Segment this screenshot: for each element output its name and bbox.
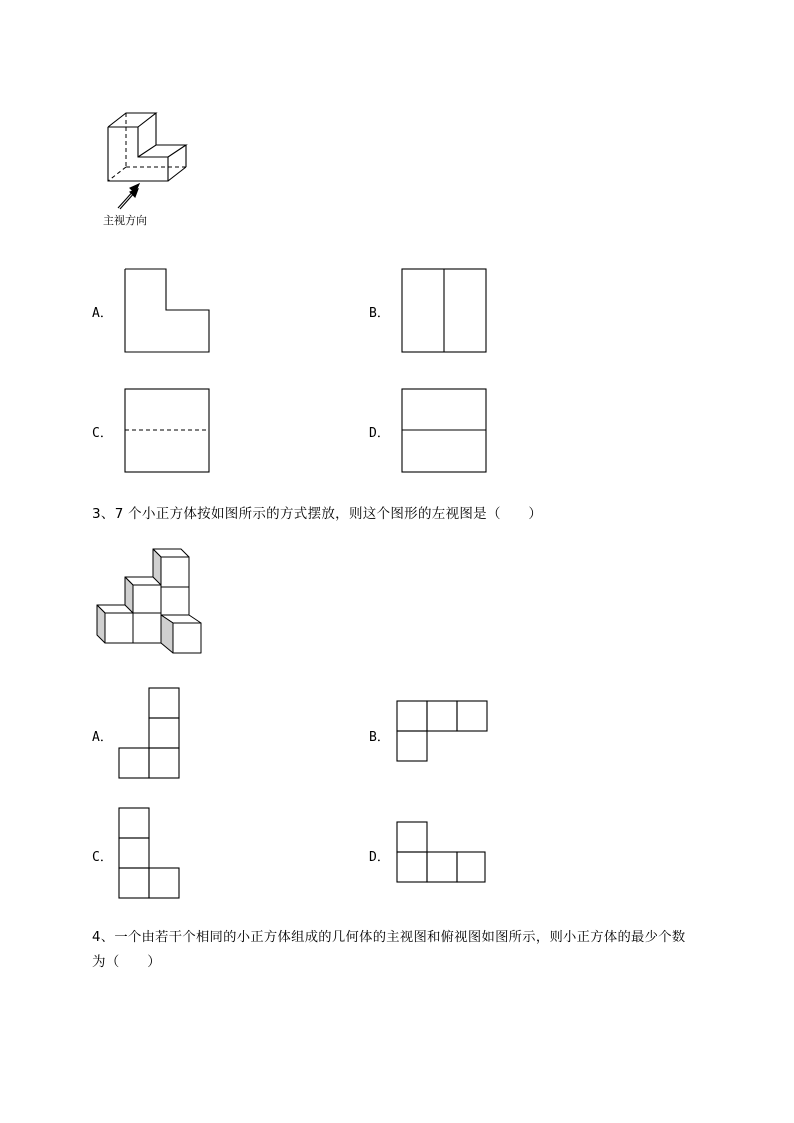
q2-option-b-label: B． (369, 306, 390, 321)
q3-option-d-figure (396, 821, 490, 885)
q2-option-c-figure (124, 388, 210, 474)
q3-option-c-figure (118, 807, 182, 901)
q2-solid-figure (100, 105, 220, 190)
q2-arrow (112, 180, 152, 210)
q3-option-b-figure (396, 700, 490, 764)
q3-option-c-label: C． (92, 850, 113, 865)
q3-stem: 3、7 个小正方体按如图所示的方式摆放，则这个图形的左视图是（ ） (92, 506, 543, 522)
q3-option-a-figure (118, 687, 182, 781)
q2-figure-caption: 主视方向 (103, 214, 147, 227)
q2-option-d-label: D． (369, 426, 390, 441)
q3-cubes-figure (95, 545, 205, 657)
q2-option-d-figure (401, 388, 487, 474)
q3-option-d-label: D． (369, 850, 390, 865)
q2-option-a-figure (124, 268, 210, 354)
q3-option-a-label: A． (92, 730, 113, 745)
q4-stem-line2: 为（ ） (92, 954, 161, 970)
q4-stem-line1: 4、一个由若干个相同的小正方体组成的几何体的主视图和俯视图如图所示，则小正方体的最少个数 (92, 930, 686, 945)
q2-option-a-label: A． (92, 306, 113, 321)
q2-option-b-figure (401, 268, 487, 354)
q2-option-c-label: C． (92, 426, 113, 441)
q3-option-b-label: B． (369, 730, 390, 745)
